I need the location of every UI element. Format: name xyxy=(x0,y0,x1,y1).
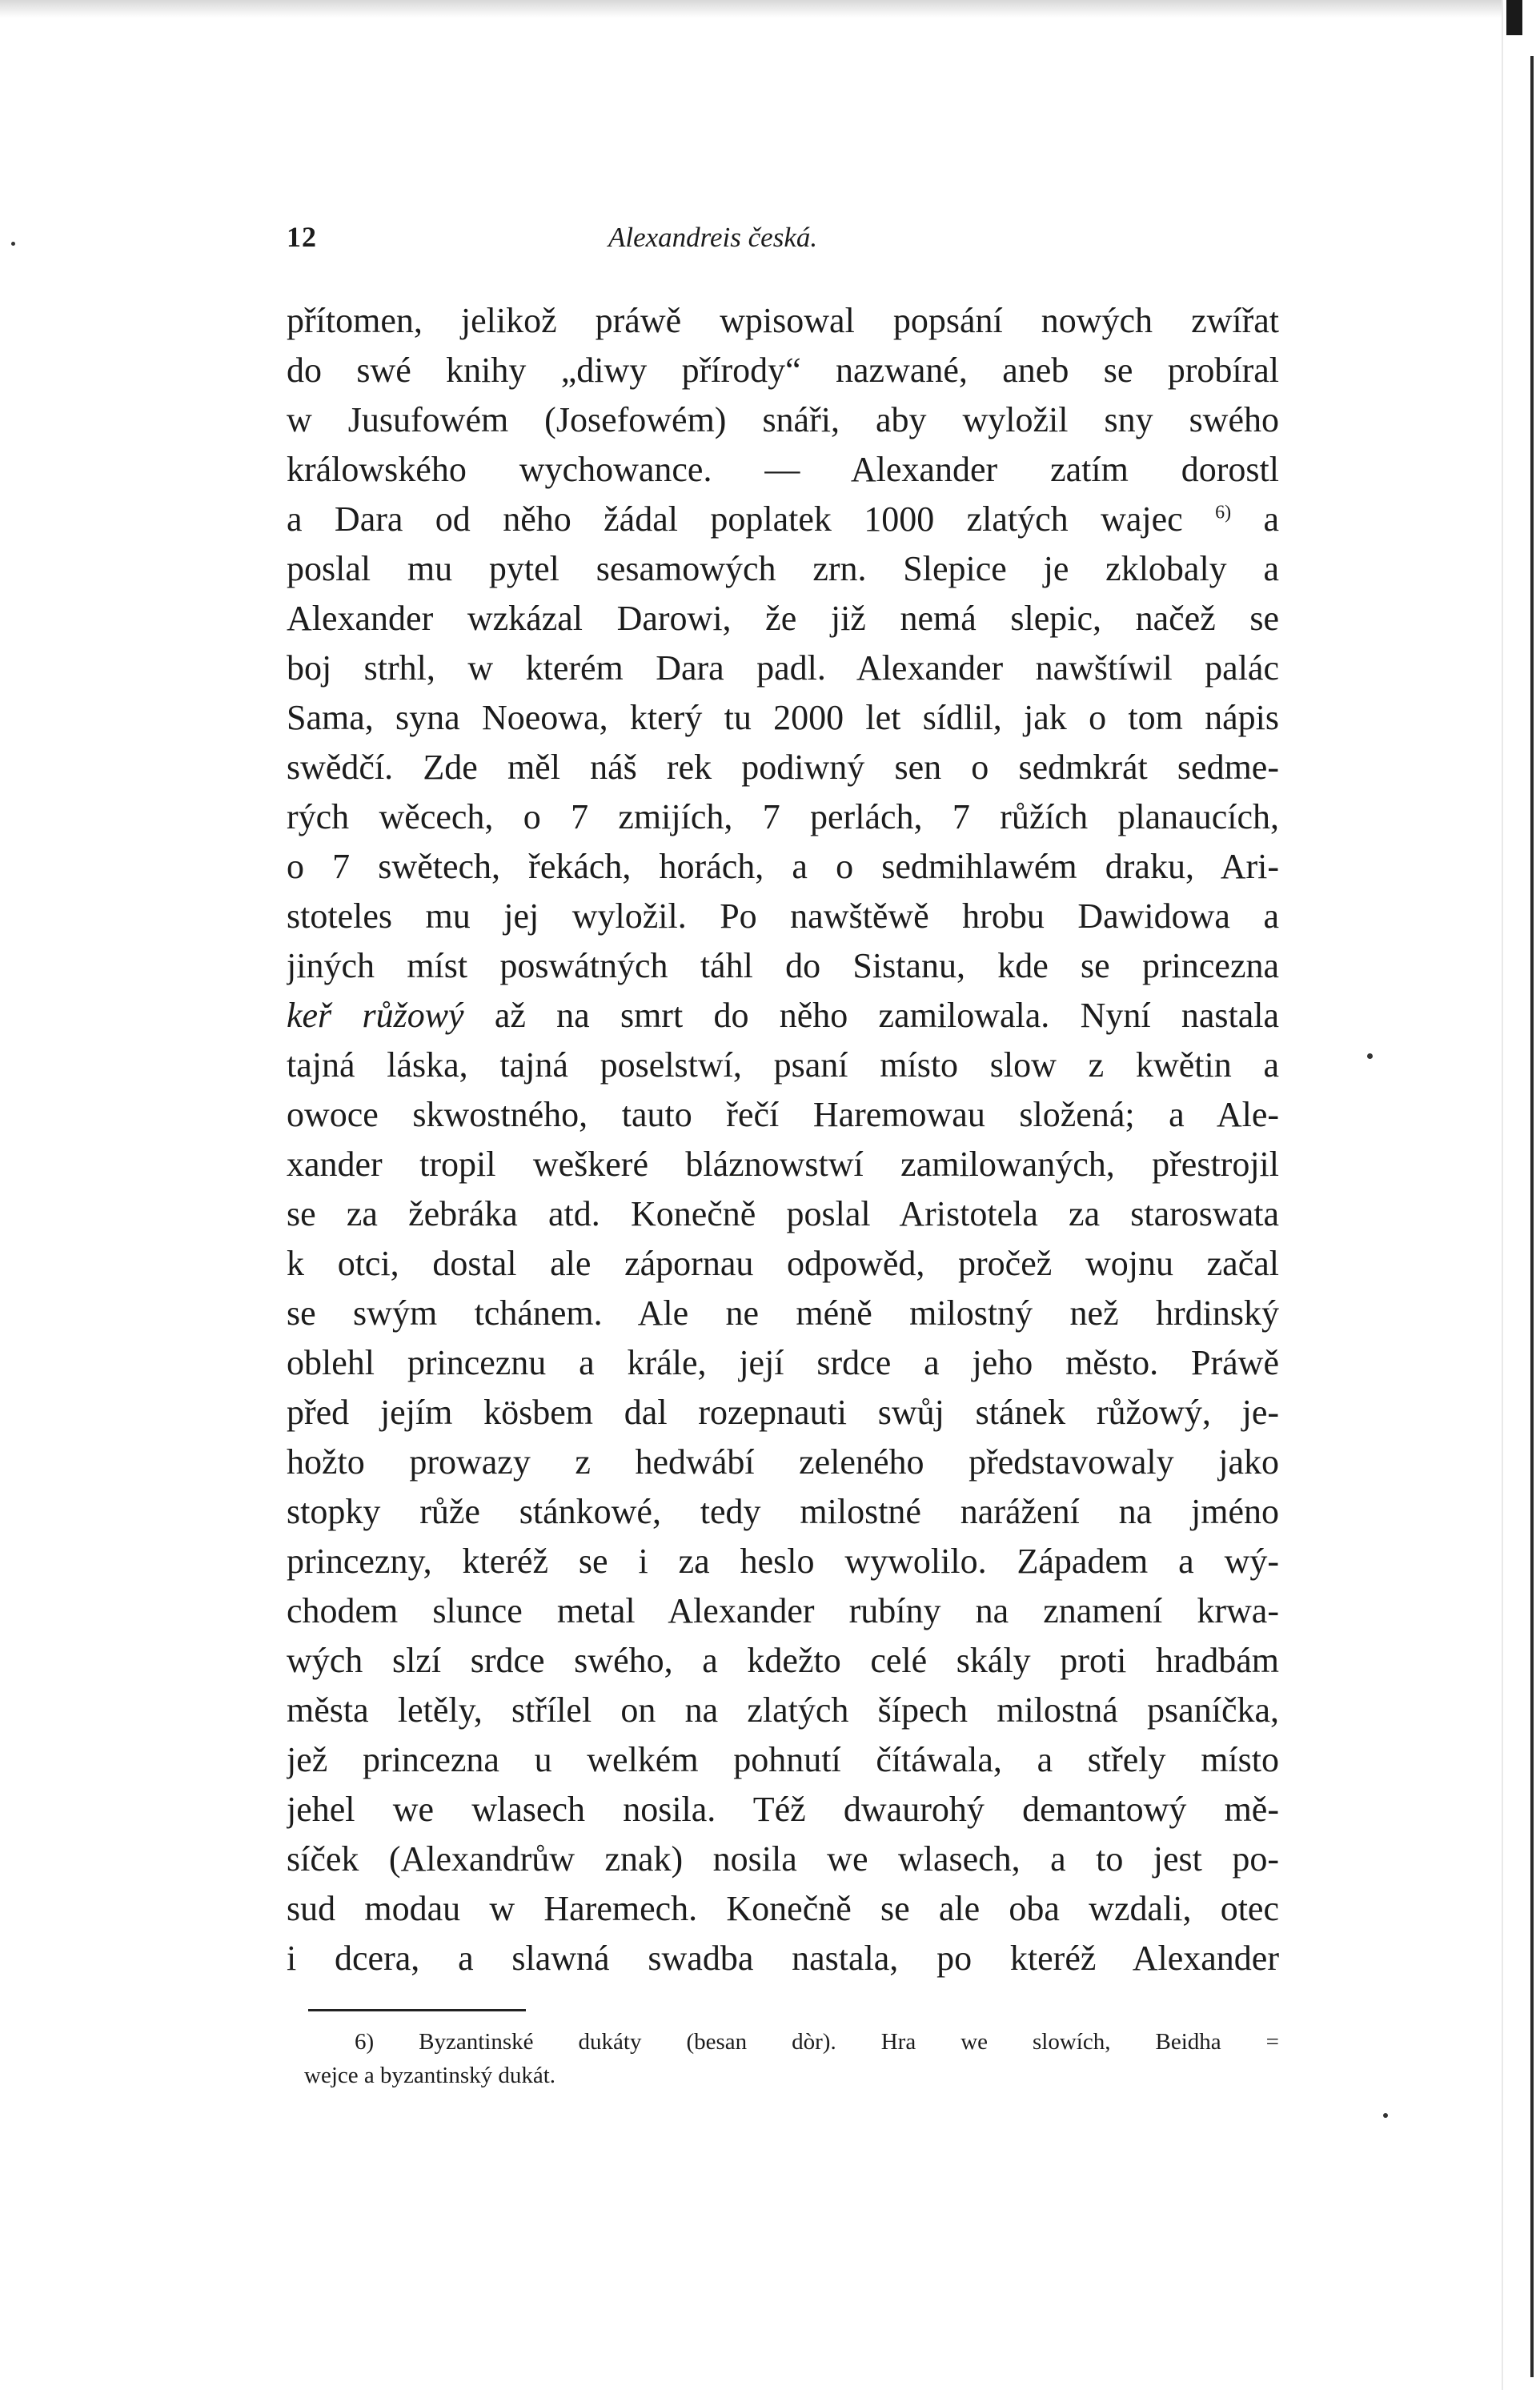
text-line: swědčí. Zde měl náš rek podiwný sen o sedmkrát sedme- xyxy=(287,748,1279,787)
footnote-line: 6) Byzantinské dukáty (besan dòr). Hra we slowích, Beidha = xyxy=(355,2029,1279,2055)
text-line: do swé knihy „diwy přírody“ nazwané, aneb se probíral xyxy=(287,351,1279,390)
text-line: jehel we wlasech nosila. Též dwaurohý demantowý mě- xyxy=(287,1790,1279,1829)
footnote-line: wejce a byzantinský dukát. xyxy=(304,2063,556,2088)
text-line: stoteles mu jej wyložil. Po nawštěwě hrobu Dawidowa a xyxy=(287,896,1279,936)
page-edge-top xyxy=(0,0,1540,18)
text-line: se swým tchánem. Ale ne méně milostný než hrdinský xyxy=(287,1293,1279,1333)
text-line-part: až na smrt do něho zamilowala. Nyní nastala xyxy=(494,996,1279,1035)
text-line: Sama, syna Noeowa, který tu 2000 let sídlil, jak o tom nápis xyxy=(287,698,1279,737)
text-line: sud modau w Haremech. Konečně se ale oba wzdali, otec xyxy=(287,1889,1279,1928)
footnote-reference: 6) xyxy=(1215,502,1232,523)
text-line: jež princezna u welkém pohnutí čítáwala, a střely místo xyxy=(287,1740,1279,1779)
running-title: Alexandreis česká. xyxy=(608,222,818,253)
text-line: o 7 swětech, řekách, horách, a o sedmihlawém draku, Ari- xyxy=(287,847,1279,886)
text-line-part: a Dara od něho žádal poplatek 1000 zlatých wajec xyxy=(287,499,1183,539)
text-line: stopky růže stánkowé, tedy milostné narážení na jméno xyxy=(287,1492,1279,1531)
text-line: oblehl princeznu a krále, její srdce a jeho město. Práwě xyxy=(287,1343,1279,1382)
paper-speck xyxy=(1383,2113,1388,2118)
text-line-with-footnote xyxy=(287,495,1279,544)
text-line: tajná láska, tajná poselstwí, psaní místo slow z kwětin a xyxy=(287,1045,1279,1085)
text-line: poslal mu pytel sesamowých zrn. Slepice je zklobaly a xyxy=(287,549,1279,588)
footnote-rule xyxy=(308,2009,526,2011)
footnotes xyxy=(287,2025,1279,2092)
text-line: před jejím kösbem dal rozepnauti swůj stánek růžowý, je- xyxy=(287,1393,1279,1432)
text-line-part: a xyxy=(1263,499,1279,539)
text-line: boj strhl, w kterém Dara padl. Alexander nawštíwil palác xyxy=(287,648,1279,688)
page-edge-right xyxy=(1502,0,1540,2390)
text-line: hožto prowazy z hedwábí zeleného představowaly jako xyxy=(287,1442,1279,1482)
text-line: rých wěcech, o 7 zmijích, 7 perlách, 7 růžích planaucích, xyxy=(287,797,1279,836)
text-line: jiných míst poswátných táhl do Sistanu, kde se princezna xyxy=(287,946,1279,985)
page-edge-right-shadow xyxy=(1530,56,1534,2377)
text-line: přítomen, jelikož práwě wpisowal popsání nowých zwířat xyxy=(287,301,1279,340)
page-header xyxy=(287,220,919,268)
text-line: chodem slunce metal Alexander rubíny na znamení krwa- xyxy=(287,1591,1279,1630)
text-line: princezny, kteréž se i za heslo wywolilo. Západem a wý- xyxy=(287,1542,1279,1581)
text-line: w Jusufowém (Josefowém) snáři, aby wyložil sny swého xyxy=(287,400,1279,439)
text-line: síček (Alexandrůw znak) nosila we wlasech, a to jest po- xyxy=(287,1839,1279,1879)
italic-name: keř růžowý xyxy=(287,996,464,1035)
paper-speck xyxy=(1367,1053,1373,1059)
text-line: se za žebráka atd. Konečně poslal Aristotela za staroswata xyxy=(287,1194,1279,1233)
body-text xyxy=(287,296,1279,1983)
text-line: i dcera, a slawná swadba nastala, po kteréž Alexander xyxy=(287,1939,1279,1978)
text-line: k otci, dostal ale zápornau odpowěd, pročež wojnu začal xyxy=(287,1244,1279,1283)
text-line: xander tropil weškeré bláznowstwí zamilowaných, přestrojil xyxy=(287,1145,1279,1184)
text-line: owoce skwostného, tauto řečí Haremowau složená; a Ale- xyxy=(287,1095,1279,1134)
text-line: králowského wychowance. — Alexander zatím dorostl xyxy=(287,450,1279,489)
page-edge-corner xyxy=(1506,0,1522,35)
page-number: 12 xyxy=(287,221,317,253)
text-line: Alexander wzkázal Darowi, že již nemá slepic, načež se xyxy=(287,599,1279,638)
text-line: wých slzí srdce swého, a kdežto celé skály proti hradbám xyxy=(287,1641,1279,1680)
text-line-with-italic xyxy=(287,991,1279,1041)
paper-speck xyxy=(11,242,15,246)
text-line: města letěly, střílel on na zlatých šípech milostná psaníčka, xyxy=(287,1690,1279,1730)
